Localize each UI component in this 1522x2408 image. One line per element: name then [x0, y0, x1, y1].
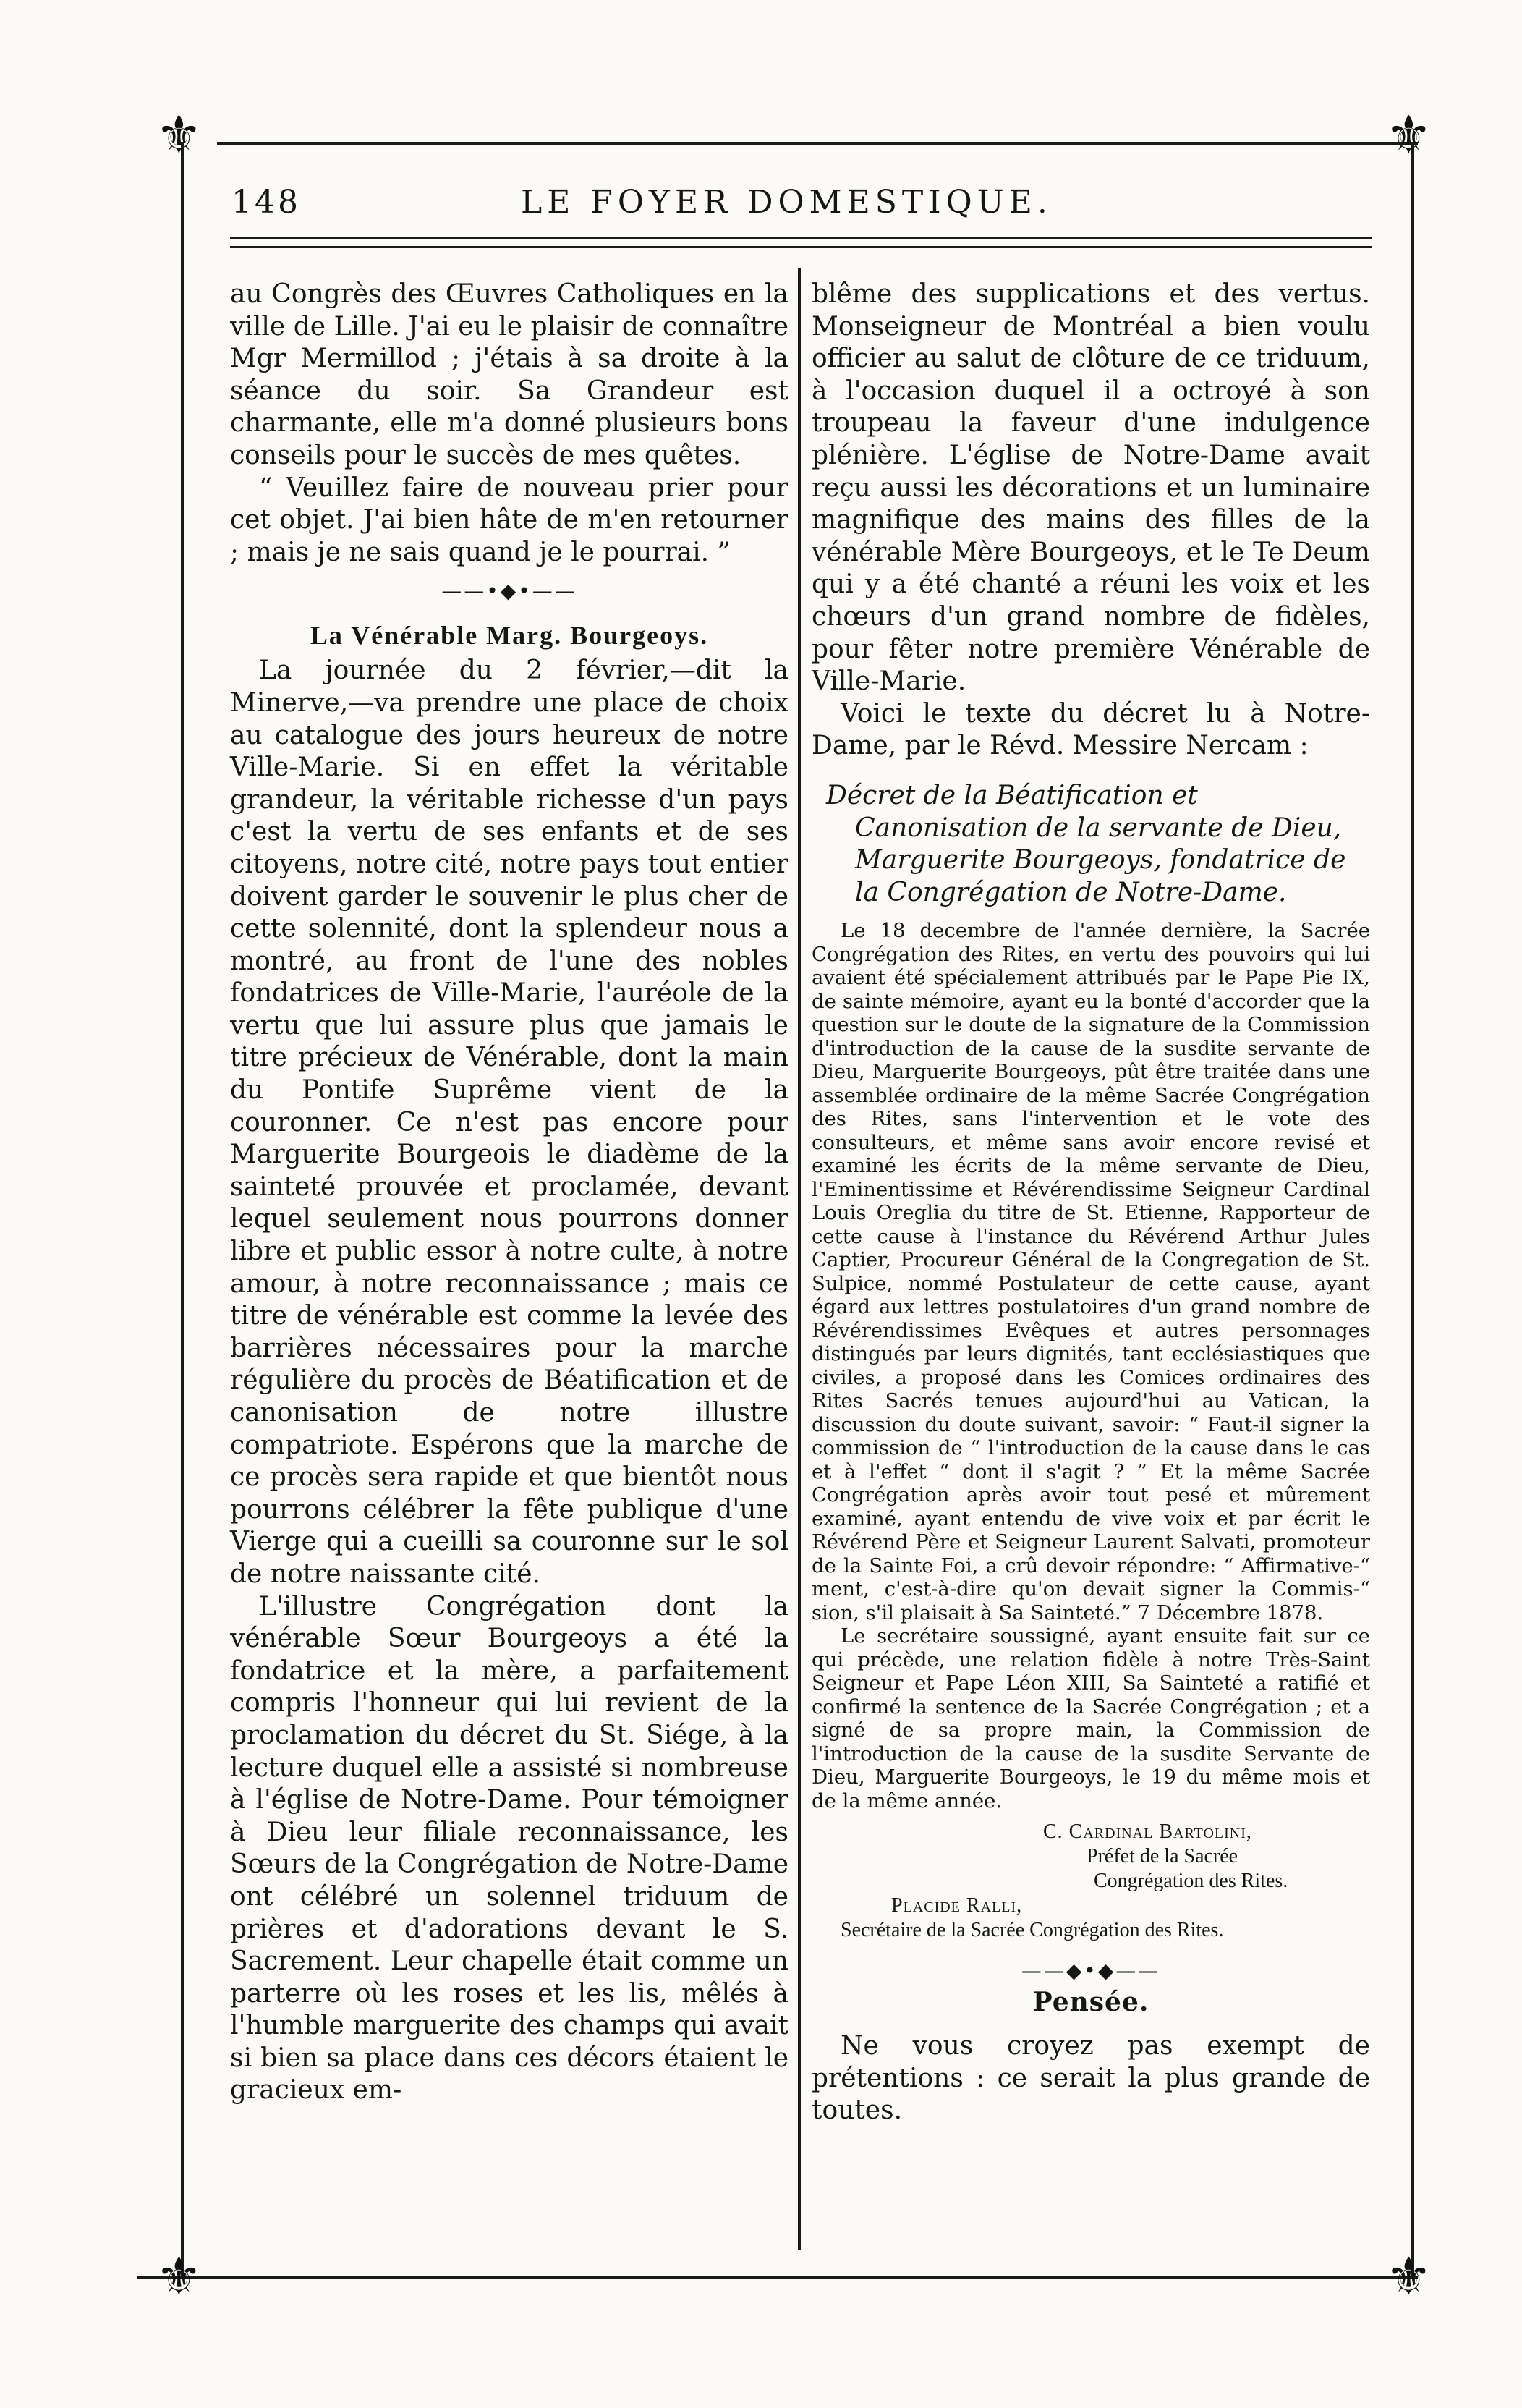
column-divider: [798, 268, 801, 2250]
fleuron-icon-bottom-right: ⚜: [1385, 2246, 1432, 2307]
right-para-1: blême des supplications et des vertus. Monseigneur de Montréal a bien voulu officier au salut de clôture de ce triduum, à l'occasion duquel il a octroyé à son troupeau la faveur d'une indulgence plénière. L'église de Notre-Dame avait reçu aussi les décorations et un luminaire magnifique des mains des filles de la vénérable Mère Bourgeoys, et le Te Deum qui y a été chanté a réuni les voix et les chœurs d'un grand nombre de fidèles, pour fêter notre première Vénérable de Ville-Marie.: [812, 279, 1370, 697]
left-para-1: au Congrès des Œuvres Catholiques en la ville de Lille. J'ai eu le plaisir de connaître Mgr Mermillod ; j'étais à sa droite à la séance du soir. Sa Grandeur est charmante, elle m'a donné plusieurs bons conseils pour le succès de mes quêtes.: [230, 279, 788, 470]
right-column: [812, 279, 1370, 2127]
decree-body: [812, 919, 1370, 1813]
left-column: [230, 279, 788, 2107]
pensee-title: Pensée.: [1032, 1987, 1149, 2018]
signatory-1-title-b: Congrégation des Rites.: [1094, 1870, 1288, 1893]
header-rule-top: [230, 237, 1372, 239]
decree-para-1: Le 18 decembre de l'année dernière, la Sacrée Congrégation des Rites, en vertu des pouvoirs qui lui avaient été spécialement attribués par le Pape Pie IX, de sainte mémoire, ayant eu la bonté d'accorder que la question sur le doute de la signature de la Commission d'introduction de la cause de la susdite servante de Dieu, Marguerite Bourgeoys, pût être traitée dans une assemblée ordinaire de la même Sacrée Congrégation des Rites, sans l'intervention et le vote des consulteurs, et même sans avoir encore revisé et examiné les écrits de la même servante de Dieu, l'Eminentissime et Révérendissime Seigneur Cardinal Louis Oreglia du titre de St. Etienne, Rapporteur de cette cause à l'instance du Révérend Arthur Jules Captier, Procureur Général de la Congregation de St. Sulpice, nommé Postulateur de cette cause, ayant égard aux lettres postulatoires d'un grand nombre de Révérendissimes Evêques et autres personnages distingués par leurs dignités, tant ecclésiastiques que civiles, a proposé dans les Comices ordinaires des Rites Sacrés tenues aujourd'hui au Vatican, la discussion du doute suivant, savoir: “ Faut-il signer la commission de “ l'introduction de la cause dans le cas et à l'effet “ dont il s'agit ? ” Et la même Sacrée Congrégation après avoir tout pesé et mûrement examiné, ayant entendu de vive voix et par écrit le Révérend Père et Seigneur Laurent Salvati, promoteur de la Sainte Foi, a crû devoir répondre: “ Affirmative-“ ment, c'est-à-dire qu'on devait signer la Commis-“ sion, s'il plaisait à Sa Sainteté.” 7 Décembre 1878.: [812, 919, 1370, 1624]
right-para-2: Voici le texte du décret lu à Notre-Dame, par le Révd. Messire Nercam :: [812, 698, 1370, 761]
section-title: La Vénérable Marg. Bourgeoys.: [310, 621, 709, 650]
signatory-2-title: Secrétaire de la Sacrée Congrégation des Rites.: [841, 1919, 1224, 1942]
frame-bottom-rule: [137, 2276, 1418, 2279]
fleuron-icon-top-right: ⚜: [1385, 104, 1432, 165]
frame-top-rule: [217, 142, 1418, 145]
separator-ornament-2: ——◆•◆——: [1021, 1959, 1161, 1983]
signatory-2-name: Placide Ralli,: [891, 1894, 1023, 1917]
signatory-1-title-a: Préfet de la Sacrée: [1087, 1845, 1238, 1868]
separator-ornament-1: ——•◆•——: [441, 579, 577, 603]
frame-right-rule: [1411, 142, 1414, 2276]
left-para-2: “ Veuillez faire de nouveau prier pour cet objet. J'ai bien hâte de m'en retourner ; mais je ne sais quand je le pourrai. ”: [230, 472, 788, 567]
journal-title: LE FOYER DOMESTIQUE.: [521, 184, 1053, 221]
frame-left-rule: [181, 142, 184, 2276]
decree-title: Décret de la Béatification et Canonisation de la servante de Dieu, Marguerite Bourgeoys, fondatrice de la Congrégation de Notre-Dame.: [826, 780, 1346, 907]
decree-para-2: Le secrétaire soussigné, ayant ensuite fait sur ce qui précède, une relation fidèle à notre Très-Saint Seigneur et Pape Léon XIII, Sa Sainteté a ratifié et confirmé la sentence de la Sacrée Congrégation ; et a signé de sa propre main, la Commission de l'introduction de la cause de la susdite Servante de Dieu, Marguerite Bourgeoys, le 19 du même mois et de la même année.: [812, 1624, 1370, 1813]
signatures: [812, 1820, 1370, 1943]
left-para-3: La journée du 2 février,—dit la Minerve,—va prendre une place de choix au catalogue des jours heureux de notre Ville-Marie. Si en effet la véritable grandeur, la véritable richesse d'un pays c'est la vertu de ses enfants et de ses citoyens, notre cité, notre pays tout entier doivent garder le souvenir le plus cher de cette solennité, dont la splendeur nous a montré, au front de l'une des nobles fondatrices de Ville-Marie, l'auréole de la vertu que lui assure plus que jamais le titre précieux de Vénérable, dont la main du Pontife Suprême vient de la couronner. Ce n'est pas encore pour Marguerite Bourgeois le diadème de la sainteté prouvée et proclamée, devant lequel seulement nous pourrons donner libre et public essor à notre culte, à notre amour, à notre reconnaissance ; mais ce titre de vénérable est comme la levée des barrières nécessaires pour la marche régulière du procès de Béatification et de canonisation de notre illustre compatriote. Espérons que la marche de ce procès sera rapide et que bientôt nous pourrons célébrer la fête publique d'une Vierge qui a cueilli sa couronne sur le sol de notre naissante cité.: [230, 656, 788, 1589]
signatory-1-name: C. Cardinal Bartolini,: [1043, 1820, 1252, 1844]
page-number: 148: [231, 184, 301, 221]
left-para-4: L'illustre Congrégation dont la vénérable Sœur Bourgeoys a été la fondatrice et la mère, a parfaitement compris l'honneur qui lui revient de la proclamation du décret du St. Siége, à la lecture duquel elle a assisté si nombreuse à l'église de Notre-Dame. Pour témoigner à Dieu leur filiale reconnaissance, les Sœurs de la Congrégation de Notre-Dame ont célébré un solennel triduum de prières et d'adorations devant le S. Sacrement. Leur chapelle était comme un parterre où les roses et les lis, mêlés à l'humble marguerite des champs qui avait si bien sa place dans ces décors étaient le gracieux em-: [230, 1591, 788, 2106]
header-rule-bottom: [230, 246, 1372, 248]
pensee-text: Ne vous croyez pas exempt de prétentions : ce serait la plus grande de toutes.: [812, 2031, 1370, 2126]
fleuron-icon-top-left: ⚜: [156, 104, 203, 165]
fleuron-icon-bottom-left: ⚜: [156, 2246, 203, 2307]
